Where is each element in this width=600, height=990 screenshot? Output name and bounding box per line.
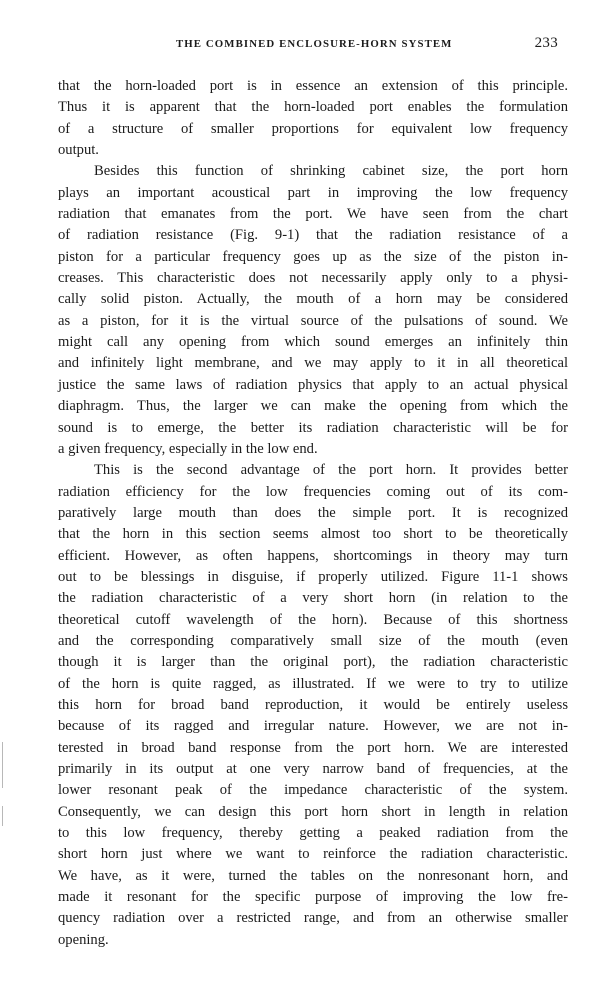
text-line: quency radiation over a restricted range, and from an otherwise smaller <box>58 910 568 927</box>
text-line: Consequently, we can design this port horn short in length in relation <box>58 803 568 820</box>
text-line: cally solid piston. Actually, the mouth of a horn may be considered <box>58 291 568 308</box>
text-line: the radiation characteristic of a very short horn (in relation to the <box>58 590 568 607</box>
text-line: Besides this function of shrinking cabinet size, the port horn <box>94 163 568 180</box>
text-line: a given frequency, especially in the low end. <box>58 440 318 457</box>
page-header <box>58 34 558 56</box>
text-line: radiation that emanates from the port. We have seen from the chart <box>58 206 568 223</box>
text-line: paratively large mouth than does the simple port. It is recognized <box>58 504 568 521</box>
text-line: This is the second advantage of the port horn. It provides better <box>94 462 568 479</box>
text-line: opening. <box>58 931 109 948</box>
text-line: Thus it is apparent that the horn-loaded port enables the formulation <box>58 99 568 116</box>
text-line: justice the same laws of radiation physics that apply to an actual physical <box>58 376 568 393</box>
running-head: THE COMBINED ENCLOSURE-HORN SYSTEM <box>176 38 453 50</box>
text-line: short horn just where we want to reinforce the radiation characteristic. <box>58 846 568 863</box>
text-line: to this low frequency, thereby getting a peaked radiation from the <box>58 825 568 842</box>
text-line: creases. This characteristic does not necessarily apply only to a physi- <box>58 270 568 287</box>
text-line: radiation efficiency for the low frequencies coming out of its com- <box>58 483 568 500</box>
text-line: and the corresponding comparatively small size of the mouth (even <box>58 632 568 649</box>
text-line: efficient. However, as often happens, shortcomings in theory may turn <box>58 547 568 564</box>
text-line: of a structure of smaller proportions for equivalent low frequency <box>58 120 568 137</box>
text-line: and infinitely light membrane, and we may apply to it in all theoretical <box>58 355 568 372</box>
scan-margin-mark <box>2 806 3 826</box>
body-text <box>58 76 568 951</box>
text-line: might call any opening from which sound emerges an infinitely thin <box>58 334 568 351</box>
text-line: that the horn-loaded port is in essence an extension of this principle. <box>58 78 568 94</box>
scan-margin-mark <box>2 742 3 788</box>
text-line: primarily in its output at one very narrow band of frequencies, at the <box>58 761 568 777</box>
text-line: out to be blessings in disguise, if properly utilized. Figure 11-1 shows <box>58 568 568 585</box>
text-line: of radiation resistance (Fig. 9-1) that the radiation resistance of a <box>58 227 568 244</box>
text-line: sound is to emerge, the better its radiation characteristic will be for <box>58 419 568 436</box>
text-line: because of its ragged and irregular nature. However, we are not in- <box>58 718 568 735</box>
text-line: plays an important acoustical part in improving the low frequency <box>58 184 568 201</box>
text-line: We have, as it were, turned the tables on the nonresonant horn, and <box>58 867 568 884</box>
text-line: output. <box>58 142 99 159</box>
text-line: piston for a particular frequency goes up as the size of the piston in- <box>58 248 568 265</box>
text-line: as a piston, for it is the virtual source of the pulsations of sound. We <box>58 312 568 329</box>
text-line: theoretical cutoff wavelength of the horn). Because of this shortness <box>58 611 568 628</box>
text-line: lower resonant peak of the impedance characteristic of the system. <box>58 782 568 799</box>
page-number: 233 <box>534 35 558 51</box>
text-line: this horn for broad band reproduction, it would be entirely useless <box>58 696 568 713</box>
text-line: of the horn is quite ragged, as illustrated. If we were to try to utilize <box>58 675 568 692</box>
text-line: made it resonant for the specific purpose of improving the low fre- <box>58 889 568 906</box>
text-line: diaphragm. Thus, the larger we can make the opening from which the <box>58 398 568 415</box>
text-line: though it is larger than the original port), the radiation characteristic <box>58 654 568 671</box>
text-line: that the horn in this section seems almost too short to be theoretically <box>58 526 568 543</box>
text-line: terested in broad band response from the port horn. We are interested <box>58 739 568 756</box>
